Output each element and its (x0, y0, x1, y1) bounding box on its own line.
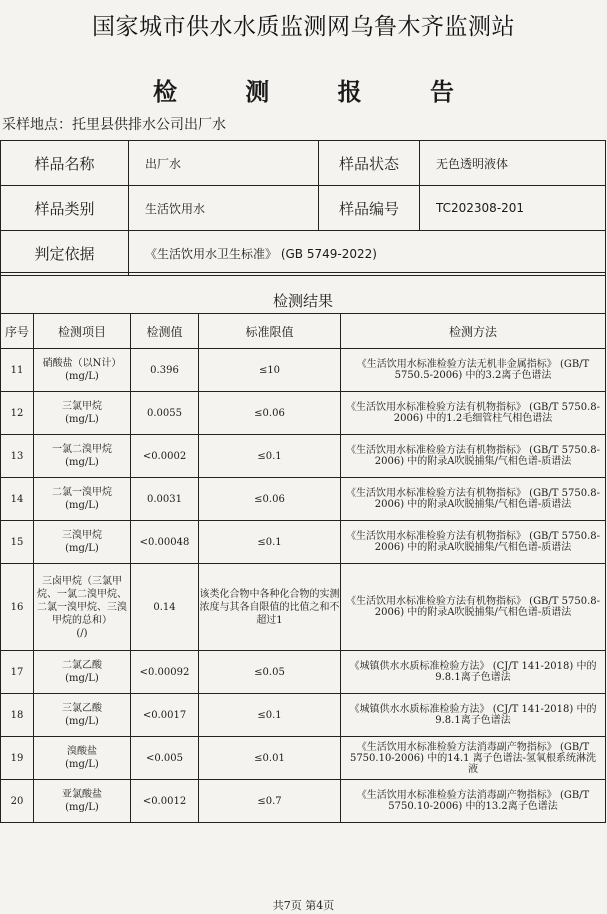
standard-limit: ≤0.06 (199, 392, 341, 435)
row-number: 15 (1, 521, 34, 564)
measured-value: <0.00048 (131, 521, 199, 564)
test-method: 《生活饮用水标准检验方法有机物指标》 (GB/T 5750.8-2006) 中的附录A吹脱捕集/气相色谱-质谱法 (341, 435, 606, 478)
test-item (34, 478, 131, 521)
table-row (1, 737, 606, 780)
report-title: 检 测 报 告 (152, 78, 485, 106)
sampling-site: 采样地点：托里县供排水公司出厂水 (2, 117, 226, 133)
standard-limit: ≤0.1 (199, 694, 341, 737)
table-row (1, 651, 606, 694)
standard-limit: ≤10 (199, 349, 341, 392)
measured-value: 0.396 (131, 349, 199, 392)
table-row (1, 564, 606, 651)
standard-limit: ≤0.06 (199, 478, 341, 521)
row-number: 19 (1, 737, 34, 780)
test-item-name: 二氯乙酸 (62, 660, 102, 671)
results-header-row (1, 314, 606, 349)
standard-limit: ≤0.1 (199, 435, 341, 478)
results-caption: 检测结果 (1, 273, 606, 314)
sample-category-value: 生活饮用水 (129, 186, 319, 231)
measured-value: 0.0031 (131, 478, 199, 521)
test-item-name: 三氯乙酸 (62, 703, 102, 714)
test-item-name: 三氯甲烷 (62, 401, 102, 412)
sample-number-value: TC202308-201 (420, 186, 606, 231)
test-item-name: 亚氯酸盐 (62, 789, 102, 800)
sample-name-value: 出厂水 (129, 141, 319, 186)
standard-limit: ≤0.7 (199, 780, 341, 823)
test-item-unit: (mg/L) (65, 457, 99, 468)
table-row (1, 780, 606, 823)
test-method: 《生活饮用水标准检验方法有机物指标》 (GB/T 5750.8-2006) 中的附录A吹脱捕集/气相色谱-质谱法 (341, 478, 606, 521)
sample-number-label: 样品编号 (319, 186, 420, 231)
row-number: 11 (1, 349, 34, 392)
sample-status-label: 样品状态 (319, 141, 420, 186)
station-title: 国家城市供水水质监测网乌鲁木齐监测站 (92, 14, 515, 40)
test-item-unit: (mg/L) (65, 673, 99, 684)
test-item-unit: (mg/L) (65, 414, 99, 425)
test-item (34, 651, 131, 694)
test-item-unit: (mg/L) (65, 716, 99, 727)
measured-value: <0.00092 (131, 651, 199, 694)
test-item (34, 694, 131, 737)
test-item-unit: (mg/L) (65, 543, 99, 554)
test-item (34, 349, 131, 392)
col-header-limit: 标准限值 (199, 314, 341, 349)
test-method: 《生活饮用水标准检验方法有机物指标》 (GB/T 5750.8-2006) 中的附录A吹脱捕集/气相色谱-质谱法 (341, 564, 606, 651)
results-body (1, 349, 606, 823)
test-method: 《生活饮用水标准检验方法有机物指标》 (GB/T 5750.8-2006) 中的1.2毛细管柱气相色谱法 (341, 392, 606, 435)
measured-value: 0.14 (131, 564, 199, 651)
test-item-unit: (/) (76, 627, 88, 639)
test-item (34, 780, 131, 823)
test-item-unit: (mg/L) (65, 371, 99, 382)
row-number: 18 (1, 694, 34, 737)
test-method: 《生活饮用水标准检验方法消毒副产物指标》 (GB/T 5750.10-2006) 中的13.2离子色谱法 (341, 780, 606, 823)
test-item (34, 392, 131, 435)
col-header-value: 检测值 (131, 314, 199, 349)
sample-status-value: 无色透明液体 (420, 141, 606, 186)
test-item-name: 一氯二溴甲烷 (52, 444, 112, 455)
sample-info-row (1, 141, 606, 186)
sample-info-table (0, 140, 606, 276)
results-table (0, 272, 606, 823)
measured-value: <0.0012 (131, 780, 199, 823)
row-number: 12 (1, 392, 34, 435)
test-item-unit: (mg/L) (65, 759, 99, 770)
measured-value: 0.0055 (131, 392, 199, 435)
table-row (1, 694, 606, 737)
table-row (1, 521, 606, 564)
test-item-name: 硝酸盐（以N计） (42, 358, 122, 369)
test-item (34, 564, 131, 651)
test-item-name: 三溴甲烷 (62, 530, 102, 541)
row-number: 20 (1, 780, 34, 823)
standard-limit: ≤0.1 (199, 521, 341, 564)
sample-name-label: 样品名称 (1, 141, 129, 186)
test-item-name: 三卤甲烷（三氯甲烷、一氯二溴甲烷、二氯一溴甲烷、三溴甲烷的总和） (37, 575, 127, 626)
sample-category-label: 样品类别 (1, 186, 129, 231)
measured-value: <0.005 (131, 737, 199, 780)
sample-info-row (1, 231, 606, 276)
row-number: 16 (1, 564, 34, 651)
row-number: 17 (1, 651, 34, 694)
test-method: 《生活饮用水标准检验方法消毒副产物指标》 (GB/T 5750.10-2006) 中的14.1 离子色谱法-氢氧根系统淋洗液 (341, 737, 606, 780)
test-item-name: 溴酸盐 (67, 746, 97, 757)
table-row (1, 349, 606, 392)
col-header-item: 检测项目 (34, 314, 131, 349)
measured-value: <0.0002 (131, 435, 199, 478)
table-row (1, 392, 606, 435)
test-item-name: 二氯一溴甲烷 (52, 487, 112, 498)
test-item (34, 737, 131, 780)
test-item (34, 521, 131, 564)
test-method: 《城镇供水水质标准检验方法》 (CJ/T 141-2018) 中的9.8.1离子色谱法 (341, 651, 606, 694)
sample-info-row (1, 186, 606, 231)
col-header-method: 检测方法 (341, 314, 606, 349)
table-row (1, 435, 606, 478)
test-method: 《生活饮用水标准检验方法有机物指标》 (GB/T 5750.8-2006) 中的附录A吹脱捕集/气相色谱-质谱法 (341, 521, 606, 564)
basis-value: 《生活饮用水卫生标准》 (GB 5749-2022) (129, 231, 606, 276)
test-item-unit: (mg/L) (65, 500, 99, 511)
test-method: 《生活饮用水标准检验方法无机非金属指标》 (GB/T 5750.5-2006) 中的3.2离子色谱法 (341, 349, 606, 392)
col-header-no: 序号 (1, 314, 34, 349)
row-number: 13 (1, 435, 34, 478)
standard-limit: ≤0.05 (199, 651, 341, 694)
basis-label: 判定依据 (1, 231, 129, 276)
test-item-unit: (mg/L) (65, 802, 99, 813)
test-method: 《城镇供水水质标准检验方法》 (CJ/T 141-2018) 中的9.8.1离子色谱法 (341, 694, 606, 737)
page-number: 共7页 第4页 (272, 899, 335, 912)
standard-limit: 该类化合物中各种化合物的实测浓度与其各自限值的比值之和不超过1 (199, 564, 341, 651)
standard-limit: ≤0.01 (199, 737, 341, 780)
row-number: 14 (1, 478, 34, 521)
table-row (1, 478, 606, 521)
measured-value: <0.0017 (131, 694, 199, 737)
test-item (34, 435, 131, 478)
